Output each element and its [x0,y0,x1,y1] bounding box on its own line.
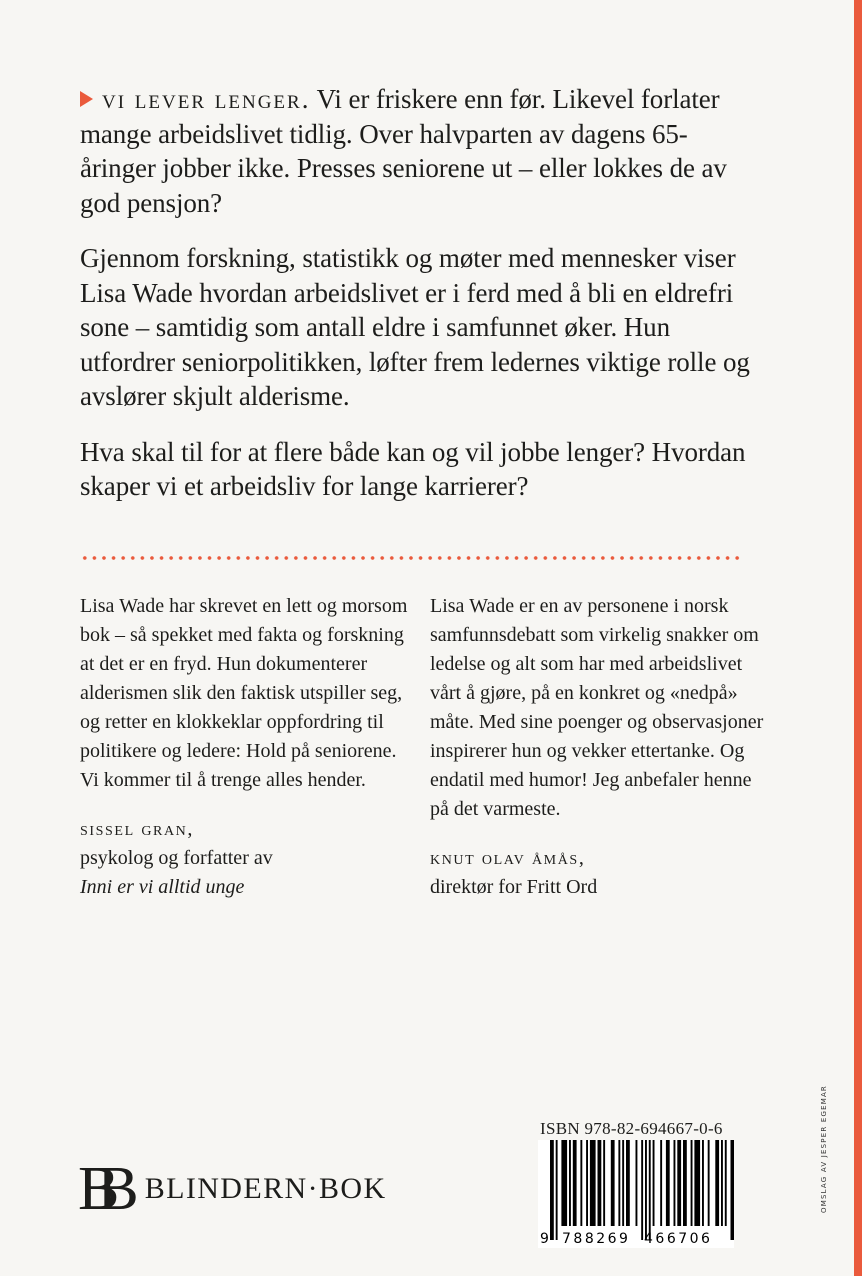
barcode-bar [580,1140,582,1226]
publisher-name: BLINDERN·BOK [144,1172,387,1205]
quote-author-role: direktør for Fritt Ord [430,876,598,898]
barcode-bar [550,1140,554,1240]
barcode-bar [641,1140,643,1240]
quote-right [430,592,770,902]
barcode-bar [626,1140,630,1226]
quote-text: Lisa Wade er en av personene i norsk samfunnsdebatt som virkelig snakker om ledelse og alt som har med arbeidslivet vårt å gjøre, på en konkret og «nedpå» måte. Med sine poenger og observasjoner inspirerer hun og vekker ettertanke. Og endatil med humor! Jeg anbefaler henne på det varmeste. [430,595,764,820]
barcode-bar [586,1140,588,1226]
barcode-bar [666,1140,670,1226]
spine-accent-bar [854,0,862,1276]
dotted-divider [80,556,742,560]
barcode-bar [645,1140,647,1240]
barcode-bar [715,1140,719,1226]
barcode-bar [702,1140,704,1226]
barcode-bar [622,1140,624,1226]
isbn-label: ISBN 978-82-694667-0-6 [540,1119,723,1138]
barcode-digits-left: 788269 [562,1231,631,1247]
blurb-paragraph-3: Hva skal til for at flere både kan og vil jobbe lenger? Hvordan skaper vi et arbeidsliv for lange karrierer? [80,436,746,501]
barcode-bar [569,1140,571,1226]
barcode-bar [561,1140,567,1226]
barcode-bar [683,1140,687,1226]
barcode-bar [677,1140,681,1226]
barcode-bar [649,1140,651,1240]
barcode-bar [721,1140,723,1226]
quote-left [80,592,415,902]
barcode-bar [694,1140,700,1226]
barcode-bar [653,1140,655,1226]
quote-author: knut olav åmås, [430,847,586,869]
blurb-paragraph-1-text: Vi er friskere enn før. Likevel forlater mange arbeidslivet tidlig. Over halvparten av dagens 65-åringer jobber ikke. Presses seniorene ut – eller lokkes de av god pensjon? [80,84,727,218]
barcode-digit-first: 9 [540,1231,549,1247]
barcode-bar [725,1140,727,1226]
blurb [80,82,760,525]
barcode-bar [691,1140,693,1226]
quote-author: sissel gran, [80,818,194,840]
barcode-bar [708,1140,710,1226]
blurb-paragraph-1 [80,82,760,220]
barcode-bar [731,1140,735,1240]
barcode-bar [674,1140,676,1226]
quote-text: Lisa Wade har skrevet en lett og morsom bok – så spekket med fakta og forskning at det er en fryd. Hun dokumenterer alderismen slik den faktisk utspiller seg, og retter en klokkeklar oppfordring til politikere og ledere: Hold på seniorene. Vi kommer til å trenge alles hender. [80,595,408,791]
blurb-lead-in: vi lever lenger. [102,84,311,114]
cover-credit: OMSLAG AV JESPER EGEMAR [820,1085,828,1213]
barcode-bar [598,1140,602,1226]
isbn-barcode [538,1140,734,1248]
barcode-bar [611,1140,615,1226]
barcode-bar [590,1140,596,1226]
publisher-logo [78,1154,387,1224]
barcode-digits-right: 466706 [644,1231,713,1247]
barcode-bar [573,1140,577,1226]
quote-author-role: psykolog og forfatter av [80,847,273,869]
arrow-marker-icon [80,91,93,107]
barcode-bar [556,1140,558,1240]
publisher-monogram-icon: BB [78,1155,117,1223]
barcode-bar [636,1140,638,1226]
barcode-bar [603,1140,605,1226]
barcode-bar [618,1140,620,1226]
barcode-bar [660,1140,662,1226]
blurb-paragraph-2: Gjennom forskning, statistikk og møter med mennesker viser Lisa Wade hvordan arbeidslivet er i ferd med å bli en eldrefri sone – samtidig som antall eldre i samfunnet øker. Hun utfordrer seniorpolitikken, løfter frem ledernes viktige rolle og avslører skjult alderisme. [80,243,750,411]
quote-author-book: Inni er vi alltid unge [80,876,245,898]
quote-attribution [430,844,770,902]
quote-attribution [80,815,415,902]
